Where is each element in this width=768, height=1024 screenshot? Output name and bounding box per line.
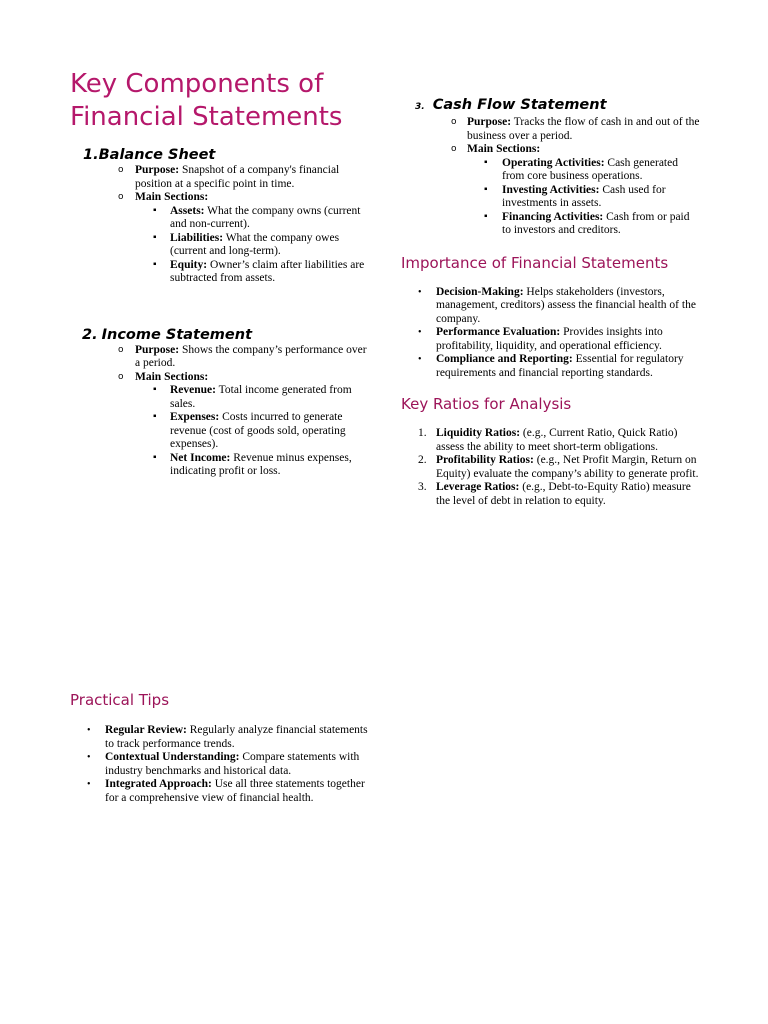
item-label: Purpose: [135, 164, 180, 176]
item-number: 1. [418, 427, 427, 439]
item-label: Equity: [170, 258, 208, 271]
item-label: Purpose: [135, 343, 180, 356]
section-number: 3. [415, 102, 425, 112]
square-bullet-icon: ▪ [153, 384, 157, 395]
item-text: Cash from or paid to investors and creditors. [502, 210, 690, 236]
item-label: Net Income: [170, 451, 231, 464]
importance-heading: Importance of Financial Statements [401, 253, 669, 272]
item-text: What the company owes (current and long-term). [170, 231, 340, 257]
list-item [70, 384, 370, 411]
item-text: Essential for regulatory requirements and financial reporting standards. [436, 353, 684, 379]
item-label: Performance Evaluation: [436, 326, 561, 338]
item-text: Provides insights into profitability, liquidity, and operational efficiency. [436, 326, 663, 352]
item-label: Financing Activities: [502, 210, 604, 223]
list-item [401, 157, 701, 184]
section-number: 1. [83, 147, 99, 163]
item-text: Owner’s claim after liabilities are subtracted from assets. [170, 258, 365, 284]
item-label: Liabilities: [170, 231, 224, 244]
bullet-icon: • [87, 752, 91, 763]
item-label: Revenue: [170, 384, 216, 396]
list-item [70, 411, 370, 452]
importance-list [401, 286, 701, 381]
item-label: Main Sections: [135, 191, 209, 203]
circle-bullet-icon: o [118, 344, 124, 355]
item-text: Costs incurred to generate revenue (cost of goods sold, operating expenses). [170, 411, 346, 450]
list-item [70, 751, 370, 778]
bullet-icon: • [87, 725, 91, 736]
square-bullet-icon: ▪ [153, 451, 157, 463]
balance-sheet-heading [70, 146, 370, 164]
list-item [70, 205, 370, 232]
ratios-heading: Key Ratios for Analysis [401, 395, 572, 413]
square-bullet-icon: ▪ [484, 210, 488, 222]
item-text: Tracks the flow of cash in and out of the business over a period. [467, 116, 700, 142]
list-item [401, 184, 701, 211]
list-item [401, 454, 701, 481]
item-label: Main Sections: [467, 143, 541, 155]
cash-flow-heading [401, 96, 701, 116]
list-item [401, 353, 701, 380]
list-item [70, 164, 370, 191]
item-text: Snapshot of a company's financial position at a specific point in time. [135, 164, 340, 190]
page-title: Key Components of Financial Statements [70, 69, 343, 132]
item-label: Expenses: [170, 411, 220, 423]
tips-list [70, 724, 370, 805]
circle-bullet-icon: o [451, 117, 457, 127]
square-bullet-icon: ▪ [153, 204, 157, 216]
list-item [401, 116, 701, 143]
list-item [70, 259, 370, 286]
left-column [70, 68, 370, 479]
list-item [401, 286, 701, 327]
item-text: Cash generated from core business operations. [502, 156, 678, 182]
item-label: Purpose: [467, 116, 512, 128]
item-label: Operating Activities: [502, 156, 605, 169]
circle-bullet-icon: o [451, 144, 457, 154]
list-item [70, 778, 370, 805]
balance-sheet-list [70, 164, 370, 205]
item-number: 3. [418, 481, 427, 493]
item-label: Decision-Making: [436, 285, 524, 298]
item-label: Liquidity Ratios: [436, 427, 521, 439]
income-statement-list [70, 344, 370, 385]
bullet-icon: • [87, 779, 91, 790]
item-text: Cash used for investments in assets. [502, 183, 666, 209]
list-item [70, 344, 370, 371]
circle-bullet-icon: o [118, 165, 124, 175]
circle-bullet-icon: o [118, 192, 124, 202]
item-label: Main Sections: [135, 370, 209, 383]
list-item [70, 452, 370, 479]
cash-flow-list [401, 116, 701, 157]
item-label: Regular Review: [105, 724, 187, 736]
bullet-icon: • [418, 354, 422, 365]
square-bullet-icon: ▪ [484, 156, 488, 168]
bullet-icon: • [418, 286, 422, 298]
item-label: Investing Activities: [502, 183, 600, 196]
tips-section [70, 690, 370, 805]
list-item [401, 143, 701, 157]
item-text: Use all three statements together for a comprehensive view of financial health. [105, 778, 365, 804]
section-number: 2. [82, 326, 98, 343]
list-item [70, 371, 370, 385]
item-text: Compare statements with industry benchmarks and historical data. [105, 751, 360, 777]
section-title: Cash Flow Statement [432, 97, 607, 113]
section-title: Income Statement [101, 326, 252, 343]
section-title: Balance Sheet [98, 147, 216, 163]
square-bullet-icon: ▪ [153, 231, 157, 243]
list-item [401, 326, 701, 353]
item-text: Total income generated from sales. [170, 384, 352, 410]
ratios-list [401, 427, 701, 508]
list-item [401, 427, 701, 454]
item-label: Compliance and Reporting: [436, 353, 573, 365]
income-statement-sections [135, 384, 370, 479]
item-label: Profitability Ratios: [436, 454, 534, 466]
item-text: What the company owns (current and non-current). [170, 204, 361, 230]
item-number: 2. [418, 454, 427, 466]
item-label: Contextual Understanding: [105, 751, 240, 763]
item-text: Shows the company’s performance over a period. [135, 343, 367, 369]
square-bullet-icon: ▪ [153, 411, 157, 422]
list-item [70, 232, 370, 259]
item-text: Helps stakeholders (investors, management, creditors) assess the financial health of the company. [436, 285, 696, 325]
item-label: Assets: [170, 204, 205, 217]
list-item [70, 191, 370, 205]
income-statement-heading [70, 326, 370, 344]
tips-heading: Practical Tips [70, 691, 170, 709]
right-column [401, 96, 701, 508]
item-text: (e.g., Debt-to-Equity Ratio) measure the level of debt in relation to equity. [436, 481, 691, 507]
item-text: Revenue minus expenses, indicating profit or loss. [170, 451, 352, 477]
item-text: Regularly analyze financial statements to track performance trends. [105, 724, 368, 750]
item-label: Leverage Ratios: [436, 481, 520, 493]
item-label: Integrated Approach: [105, 778, 212, 790]
circle-bullet-icon: o [118, 371, 124, 382]
square-bullet-icon: ▪ [153, 258, 157, 270]
list-item [401, 481, 701, 508]
item-text: (e.g., Current Ratio, Quick Ratio) assess the ability to meet short-term obligations. [436, 427, 678, 453]
bullet-icon: • [418, 327, 422, 338]
list-item [401, 211, 701, 238]
square-bullet-icon: ▪ [484, 183, 488, 195]
item-text: (e.g., Net Profit Margin, Return on Equity) evaluate the company’s ability to generate profit. [436, 454, 699, 480]
list-item [70, 724, 370, 751]
balance-sheet-sections [135, 205, 370, 286]
cash-flow-sections [467, 157, 701, 238]
